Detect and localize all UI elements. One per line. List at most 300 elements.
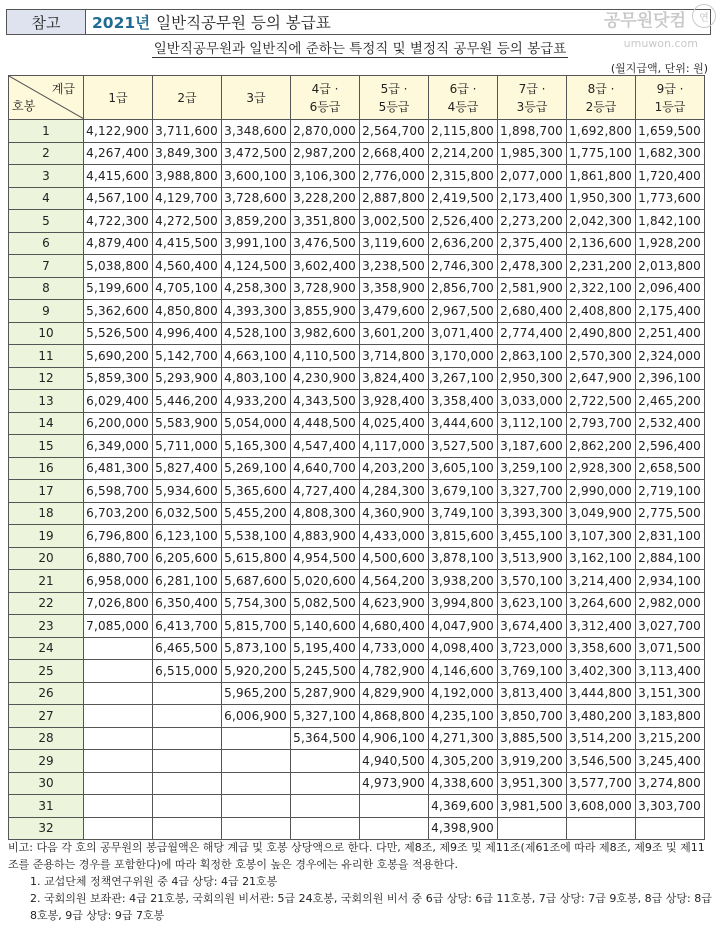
salary-cell: 3,938,200: [429, 570, 498, 593]
salary-cell: 3,928,400: [360, 390, 429, 413]
column-header-line1: 5급 ·: [380, 81, 408, 96]
salary-cell: 3,919,200: [498, 750, 567, 773]
header-row: [9, 76, 705, 120]
salary-cell: 5,364,500: [291, 727, 360, 750]
table-row: [9, 255, 705, 278]
note-item-2: 2. 국회의원 보좌관: 4급 21호봉, 국회의원 비서관: 5급 24호봉, 국회의원 비서 중 6급 상당: 6급 11호봉, 7급 상당: 7급 9호봉, 8급 상당: 8급 8호봉, 9급 상당: 9급 7호봉: [30, 892, 712, 922]
salary-cell: [153, 705, 222, 728]
salary-cell: [360, 817, 429, 840]
salary-cell: 4,448,500: [291, 412, 360, 435]
salary-cell: [153, 795, 222, 818]
salary-cell: 3,027,700: [636, 615, 705, 638]
salary-cell: 5,020,600: [291, 570, 360, 593]
salary-cell: 3,476,500: [291, 232, 360, 255]
table-row: [9, 817, 705, 840]
table-row: [9, 615, 705, 638]
step-cell: 21: [9, 570, 84, 593]
salary-cell: 1,720,400: [636, 165, 705, 188]
salary-cell: 4,146,600: [429, 660, 498, 683]
salary-cell: 4,727,400: [291, 480, 360, 503]
salary-cell: [84, 727, 153, 750]
step-cell: 12: [9, 367, 84, 390]
salary-cell: 3,033,000: [498, 390, 567, 413]
salary-cell: 3,327,700: [498, 480, 567, 503]
table-row: [9, 345, 705, 368]
watermark-logo-icon: 연: [692, 4, 716, 28]
salary-cell: 2,214,200: [429, 142, 498, 165]
column-header-line1: 3급: [246, 90, 266, 105]
watermark-text: 공무원닷컴: [603, 11, 686, 31]
salary-cell: 2,096,400: [636, 277, 705, 300]
table-row: [9, 210, 705, 233]
corner-header-cell: [9, 76, 84, 120]
salary-cell: 2,934,100: [636, 570, 705, 593]
salary-cell: [84, 705, 153, 728]
salary-cell: 4,393,300: [222, 300, 291, 323]
salary-cell: 7,026,800: [84, 592, 153, 615]
salary-cell: 3,601,200: [360, 322, 429, 345]
step-cell: 7: [9, 255, 84, 278]
salary-cell: [84, 817, 153, 840]
salary-cell: 3,151,300: [636, 682, 705, 705]
watermark-url: umuwon.com: [623, 37, 698, 50]
salary-cell: 3,849,300: [153, 142, 222, 165]
salary-cell: 1,950,300: [567, 187, 636, 210]
salary-cell: 3,728,600: [222, 187, 291, 210]
salary-cell: 5,711,000: [153, 435, 222, 458]
salary-cell: 3,878,100: [429, 547, 498, 570]
salary-cell: 3,994,800: [429, 592, 498, 615]
table-body: [9, 120, 705, 840]
salary-cell: 4,129,700: [153, 187, 222, 210]
subtitle-text: 일반직공무원과 일반직에 준하는 특정직 및 별정직 공무원 등의 봉급표: [153, 41, 567, 57]
salary-cell: 5,293,900: [153, 367, 222, 390]
salary-cell: 2,136,600: [567, 232, 636, 255]
salary-cell: 6,205,600: [153, 547, 222, 570]
salary-cell: 2,115,800: [429, 120, 498, 143]
salary-cell: 3,107,300: [567, 525, 636, 548]
unit-note: (월지급액, 단위: 원): [610, 62, 708, 75]
salary-cell: 5,165,300: [222, 435, 291, 458]
table-row: [9, 457, 705, 480]
salary-cell: 3,991,100: [222, 232, 291, 255]
step-cell: 32: [9, 817, 84, 840]
salary-cell: 2,273,200: [498, 210, 567, 233]
salary-cell: 5,934,600: [153, 480, 222, 503]
salary-cell: 5,199,600: [84, 277, 153, 300]
salary-cell: 3,602,400: [291, 255, 360, 278]
salary-cell: 3,480,200: [567, 705, 636, 728]
salary-cell: 1,985,300: [498, 142, 567, 165]
table-row: [9, 570, 705, 593]
salary-cell: 3,215,200: [636, 727, 705, 750]
salary-cell: 2,793,700: [567, 412, 636, 435]
salary-cell: [222, 772, 291, 795]
salary-cell: 3,402,300: [567, 660, 636, 683]
salary-cell: 3,312,400: [567, 615, 636, 638]
salary-cell: 1,659,500: [636, 120, 705, 143]
salary-cell: 3,608,000: [567, 795, 636, 818]
salary-cell: 2,596,400: [636, 435, 705, 458]
step-cell: 9: [9, 300, 84, 323]
salary-cell: 3,358,400: [429, 390, 498, 413]
column-header-line1: 2급: [177, 90, 197, 105]
salary-cell: [498, 817, 567, 840]
column-header-line1: 4급 ·: [311, 81, 339, 96]
salary-cell: 2,322,100: [567, 277, 636, 300]
salary-cell: 5,815,700: [222, 615, 291, 638]
salary-cell: 3,071,500: [636, 637, 705, 660]
salary-cell: 3,570,100: [498, 570, 567, 593]
salary-cell: 5,362,600: [84, 300, 153, 323]
salary-cell: 2,408,800: [567, 300, 636, 323]
salary-cell: [84, 660, 153, 683]
salary-cell: 4,933,200: [222, 390, 291, 413]
salary-cell: 4,973,900: [360, 772, 429, 795]
step-cell: 28: [9, 727, 84, 750]
salary-cell: 2,042,300: [567, 210, 636, 233]
salary-cell: 3,162,100: [567, 547, 636, 570]
salary-cell: [222, 750, 291, 773]
salary-cell: [291, 817, 360, 840]
salary-cell: 4,267,400: [84, 142, 153, 165]
salary-cell: [291, 772, 360, 795]
salary-cell: 3,859,200: [222, 210, 291, 233]
salary-cell: 6,123,100: [153, 525, 222, 548]
salary-cell: 4,110,500: [291, 345, 360, 368]
salary-cell: 4,124,500: [222, 255, 291, 278]
step-cell: 2: [9, 142, 84, 165]
salary-cell: 5,687,600: [222, 570, 291, 593]
salary-cell: 2,870,000: [291, 120, 360, 143]
salary-cell: 2,581,900: [498, 277, 567, 300]
salary-cell: 3,679,100: [429, 480, 498, 503]
salary-cell: 3,071,400: [429, 322, 498, 345]
corner-rank-label: 계급: [51, 82, 75, 96]
step-cell: 25: [9, 660, 84, 683]
salary-cell: 2,375,400: [498, 232, 567, 255]
salary-cell: 5,455,200: [222, 502, 291, 525]
salary-cell: 6,515,000: [153, 660, 222, 683]
salary-cell: 2,658,500: [636, 457, 705, 480]
table-row: [9, 525, 705, 548]
column-header: [429, 76, 498, 120]
salary-cell: 1,898,700: [498, 120, 567, 143]
salary-cell: 3,605,100: [429, 457, 498, 480]
column-header-line1: 7급 ·: [518, 81, 546, 96]
salary-cell: 4,271,300: [429, 727, 498, 750]
salary-cell: 4,528,100: [222, 322, 291, 345]
salary-cell: 5,327,100: [291, 705, 360, 728]
salary-cell: 4,343,500: [291, 390, 360, 413]
salary-cell: [567, 817, 636, 840]
table-row: [9, 435, 705, 458]
column-header-line2: 3등급: [516, 99, 548, 114]
salary-cell: 2,532,400: [636, 412, 705, 435]
title-main: 일반직공무원 등의 봉급표: [156, 14, 331, 32]
salary-cell: 4,415,600: [84, 165, 153, 188]
salary-cell: 6,880,700: [84, 547, 153, 570]
table-row: [9, 705, 705, 728]
column-header: [360, 76, 429, 120]
column-header-line1: 1급: [108, 90, 128, 105]
salary-cell: 2,564,700: [360, 120, 429, 143]
salary-cell: 1,682,300: [636, 142, 705, 165]
title-year: 2021년: [92, 14, 151, 32]
salary-cell: 3,728,900: [291, 277, 360, 300]
salary-cell: 3,513,900: [498, 547, 567, 570]
salary-cell: 2,775,500: [636, 502, 705, 525]
salary-cell: 5,038,800: [84, 255, 153, 278]
table-row: [9, 142, 705, 165]
step-cell: 26: [9, 682, 84, 705]
step-cell: 30: [9, 772, 84, 795]
column-header: [567, 76, 636, 120]
salary-cell: 3,546,500: [567, 750, 636, 773]
salary-cell: [153, 682, 222, 705]
salary-cell: 6,796,800: [84, 525, 153, 548]
salary-cell: 3,267,100: [429, 367, 498, 390]
step-cell: 3: [9, 165, 84, 188]
salary-cell: 4,829,900: [360, 682, 429, 705]
salary-cell: [84, 682, 153, 705]
salary-cell: [153, 750, 222, 773]
salary-cell: 3,711,600: [153, 120, 222, 143]
salary-cell: 2,647,900: [567, 367, 636, 390]
step-cell: 18: [9, 502, 84, 525]
salary-cell: 4,360,900: [360, 502, 429, 525]
salary-cell: 3,183,800: [636, 705, 705, 728]
salary-cell: 2,746,300: [429, 255, 498, 278]
salary-cell: 3,951,300: [498, 772, 567, 795]
salary-cell: 4,954,500: [291, 547, 360, 570]
table-row: [9, 277, 705, 300]
salary-cell: 5,054,000: [222, 412, 291, 435]
salary-cell: 5,615,800: [222, 547, 291, 570]
salary-cell: 3,444,800: [567, 682, 636, 705]
salary-cell: 4,663,100: [222, 345, 291, 368]
salary-cell: 6,465,500: [153, 637, 222, 660]
corner-step-label: 호봉: [12, 99, 36, 113]
table-row: [9, 750, 705, 773]
step-cell: 24: [9, 637, 84, 660]
table-row: [9, 547, 705, 570]
column-header: [84, 76, 153, 120]
salary-cell: 4,868,800: [360, 705, 429, 728]
column-header-line1: 6급 ·: [449, 81, 477, 96]
salary-cell: 4,850,800: [153, 300, 222, 323]
salary-cell: 4,560,400: [153, 255, 222, 278]
salary-cell: 1,692,800: [567, 120, 636, 143]
salary-cell: 4,808,300: [291, 502, 360, 525]
table-row: [9, 120, 705, 143]
salary-cell: 2,928,300: [567, 457, 636, 480]
step-cell: 27: [9, 705, 84, 728]
salary-cell: 4,122,900: [84, 120, 153, 143]
salary-cell: 3,988,800: [153, 165, 222, 188]
column-header-line2: 2등급: [585, 99, 617, 114]
salary-cell: 3,577,700: [567, 772, 636, 795]
salary-cell: 3,170,000: [429, 345, 498, 368]
step-cell: 19: [9, 525, 84, 548]
salary-cell: 3,623,100: [498, 592, 567, 615]
salary-cell: 2,251,400: [636, 322, 705, 345]
salary-cell: 1,861,800: [567, 165, 636, 188]
note-main: 비고: 다음 각 호의 공무원의 봉급월액은 해당 계급 및 호봉 상당액으로 한다. 다만, 제8조, 제9조 및 제11조(제61조에 따라 제8조, 제9조 및 제11조를 준용하는 경우를 포함한다)에 따라 획정한 호봉이 높은 경우에는 유리한 호봉을 적용한다.: [8, 841, 705, 871]
salary-cell: 5,859,300: [84, 367, 153, 390]
salary-cell: 6,481,300: [84, 457, 153, 480]
table-row: [9, 502, 705, 525]
reference-tag: 참고: [7, 10, 86, 34]
salary-cell: 2,776,000: [360, 165, 429, 188]
table-row: [9, 480, 705, 503]
salary-cell: 2,526,400: [429, 210, 498, 233]
salary-cell: 4,879,400: [84, 232, 153, 255]
salary-cell: 3,714,800: [360, 345, 429, 368]
salary-cell: 2,887,800: [360, 187, 429, 210]
salary-cell: [222, 795, 291, 818]
salary-cell: 5,920,200: [222, 660, 291, 683]
salary-cell: 3,815,600: [429, 525, 498, 548]
salary-cell: [84, 772, 153, 795]
salary-cell: 3,769,100: [498, 660, 567, 683]
salary-cell: 6,350,400: [153, 592, 222, 615]
salary-cell: 5,245,500: [291, 660, 360, 683]
salary-cell: 4,230,900: [291, 367, 360, 390]
salary-cell: [84, 637, 153, 660]
salary-cell: 4,733,000: [360, 637, 429, 660]
salary-cell: 3,187,600: [498, 435, 567, 458]
salary-cell: 6,281,100: [153, 570, 222, 593]
salary-cell: 4,782,900: [360, 660, 429, 683]
salary-cell: [153, 817, 222, 840]
salary-cell: 5,446,200: [153, 390, 222, 413]
step-cell: 1: [9, 120, 84, 143]
salary-cell: 4,547,400: [291, 435, 360, 458]
salary-cell: 4,272,500: [153, 210, 222, 233]
column-header: [222, 76, 291, 120]
salary-cell: 5,142,700: [153, 345, 222, 368]
salary-cell: 4,203,200: [360, 457, 429, 480]
salary-cell: 2,990,000: [567, 480, 636, 503]
salary-cell: 4,338,600: [429, 772, 498, 795]
salary-cell: 7,085,000: [84, 615, 153, 638]
salary-cell: 2,324,000: [636, 345, 705, 368]
salary-cell: 4,705,100: [153, 277, 222, 300]
salary-cell: 3,855,900: [291, 300, 360, 323]
salary-cell: 2,831,100: [636, 525, 705, 548]
salary-cell: 2,967,500: [429, 300, 498, 323]
salary-cell: 2,396,100: [636, 367, 705, 390]
step-cell: 8: [9, 277, 84, 300]
salary-cell: 1,928,200: [636, 232, 705, 255]
table-row: [9, 772, 705, 795]
salary-cell: 4,398,900: [429, 817, 498, 840]
salary-cell: 3,824,400: [360, 367, 429, 390]
table-row: [9, 187, 705, 210]
step-cell: 17: [9, 480, 84, 503]
table-row: [9, 367, 705, 390]
salary-cell: 4,940,500: [360, 750, 429, 773]
table-row: [9, 727, 705, 750]
step-cell: 11: [9, 345, 84, 368]
table-row: [9, 592, 705, 615]
salary-cell: 5,287,900: [291, 682, 360, 705]
salary-cell: 2,680,400: [498, 300, 567, 323]
salary-cell: 2,175,400: [636, 300, 705, 323]
step-cell: 29: [9, 750, 84, 773]
salary-cell: 2,013,800: [636, 255, 705, 278]
salary-cell: 4,996,400: [153, 322, 222, 345]
salary-cell: 3,981,500: [498, 795, 567, 818]
salary-cell: 2,465,200: [636, 390, 705, 413]
pay-table: [8, 75, 705, 840]
salary-cell: 4,025,400: [360, 412, 429, 435]
salary-cell: 4,047,900: [429, 615, 498, 638]
step-cell: 22: [9, 592, 84, 615]
salary-cell: 3,723,000: [498, 637, 567, 660]
step-cell: 20: [9, 547, 84, 570]
salary-cell: 5,526,500: [84, 322, 153, 345]
salary-cell: 5,583,900: [153, 412, 222, 435]
salary-cell: 3,813,400: [498, 682, 567, 705]
salary-cell: 6,703,200: [84, 502, 153, 525]
salary-cell: 2,950,300: [498, 367, 567, 390]
salary-cell: 4,235,100: [429, 705, 498, 728]
table-row: [9, 390, 705, 413]
step-cell: 15: [9, 435, 84, 458]
step-cell: 31: [9, 795, 84, 818]
step-cell: 13: [9, 390, 84, 413]
table-row: [9, 682, 705, 705]
column-header: [291, 76, 360, 120]
salary-cell: 3,444,600: [429, 412, 498, 435]
salary-cell: [153, 727, 222, 750]
salary-cell: [360, 795, 429, 818]
salary-cell: 5,690,200: [84, 345, 153, 368]
salary-cell: 1,842,100: [636, 210, 705, 233]
salary-cell: 3,527,500: [429, 435, 498, 458]
salary-cell: 6,349,000: [84, 435, 153, 458]
salary-cell: 2,315,800: [429, 165, 498, 188]
salary-cell: 2,668,400: [360, 142, 429, 165]
salary-cell: 3,850,700: [498, 705, 567, 728]
salary-cell: 3,259,100: [498, 457, 567, 480]
salary-cell: 3,274,800: [636, 772, 705, 795]
salary-cell: 2,863,100: [498, 345, 567, 368]
salary-cell: 2,774,400: [498, 322, 567, 345]
salary-cell: 2,987,200: [291, 142, 360, 165]
salary-cell: 3,106,300: [291, 165, 360, 188]
column-header: [153, 76, 222, 120]
salary-cell: [636, 817, 705, 840]
table-row: [9, 165, 705, 188]
salary-cell: [222, 727, 291, 750]
salary-cell: 5,140,600: [291, 615, 360, 638]
salary-cell: 3,393,300: [498, 502, 567, 525]
salary-cell: 5,195,400: [291, 637, 360, 660]
table-row: [9, 637, 705, 660]
salary-cell: 2,419,500: [429, 187, 498, 210]
salary-cell: 4,567,100: [84, 187, 153, 210]
salary-cell: 4,284,300: [360, 480, 429, 503]
salary-cell: [84, 795, 153, 818]
salary-cell: 5,827,400: [153, 457, 222, 480]
salary-cell: 3,479,600: [360, 300, 429, 323]
salary-cell: 6,029,400: [84, 390, 153, 413]
salary-cell: 2,173,400: [498, 187, 567, 210]
salary-cell: 3,600,100: [222, 165, 291, 188]
